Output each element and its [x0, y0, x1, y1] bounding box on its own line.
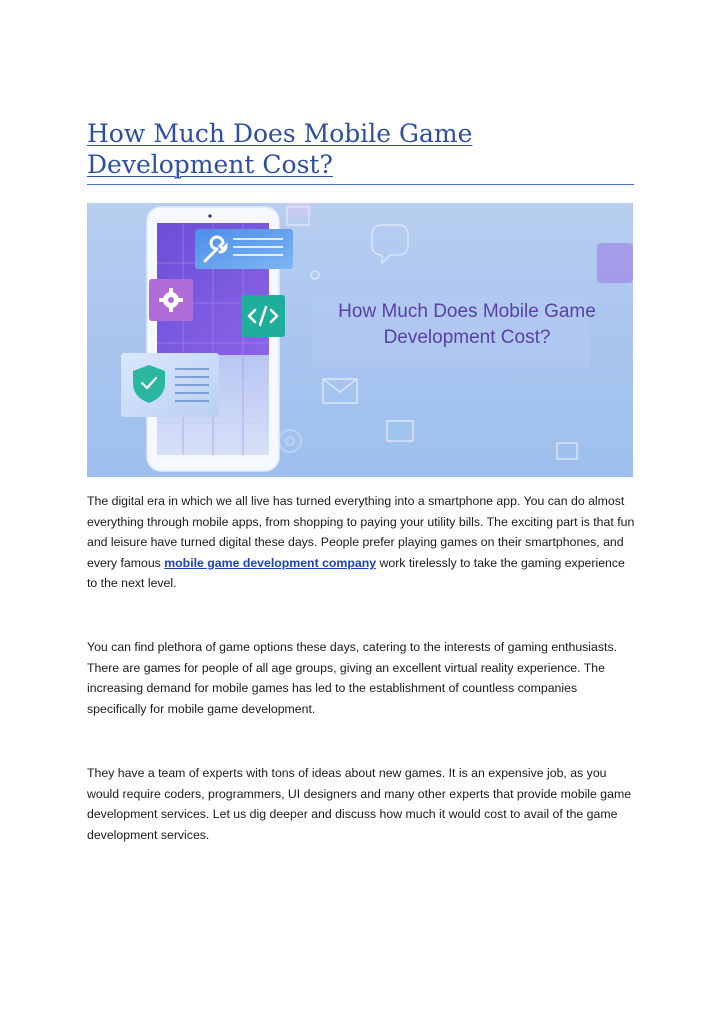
code-card: [241, 295, 285, 337]
mail-icon: [323, 379, 357, 403]
gear-card: [149, 279, 193, 321]
mobile-game-development-company-link[interactable]: mobile game development company: [164, 555, 377, 570]
article-title[interactable]: How Much Does Mobile Game Development Cost?: [87, 119, 473, 179]
chat-bubble-icon: [372, 225, 408, 263]
gear-outline-icon: [279, 430, 301, 452]
paragraph-2: You can find plethora of game options these days, catering to the interests of gaming enthusiasts. There are games for people of all age groups, giving an excellent virtual reality experience. The increasing demand for mobile games has led to the establishment of countless companies specifically for mobile game development.: [87, 640, 618, 716]
decor-square: [285, 203, 311, 217]
decor-circle: [311, 271, 319, 279]
decor-outline: [557, 443, 577, 459]
paragraph-1-text-before: The digital era in which we all live has turned everything into a smartphone app. You can do almost everything through mobile apps, from shopping to paying your utility bills. The exciting part is that fun and leisure have turned digital these days. People prefer playing games on their smartphones, and every famous: [87, 494, 635, 570]
paragraph-1-text-after: work tirelessly to take the gaming experience to the next level.: [87, 555, 625, 591]
paragraph-1: [87, 491, 635, 594]
wrench-card: [195, 229, 293, 269]
paragraph-3: They have a team of experts with tons of ideas about new games. It is an expensive job, as you would require coders, programmers, UI designers and many other experts that provide mobile game development services. Let us dig deeper and discuss how much it would cost to avail of the game development services.: [87, 766, 632, 842]
title-divider: [87, 184, 634, 185]
decor-outline: [387, 421, 413, 441]
hero-image: [87, 203, 633, 477]
decor-square: [597, 243, 633, 283]
hero-title: How Much Does Mobile Game Development Cost?: [338, 301, 596, 348]
shield-card: [121, 353, 219, 417]
